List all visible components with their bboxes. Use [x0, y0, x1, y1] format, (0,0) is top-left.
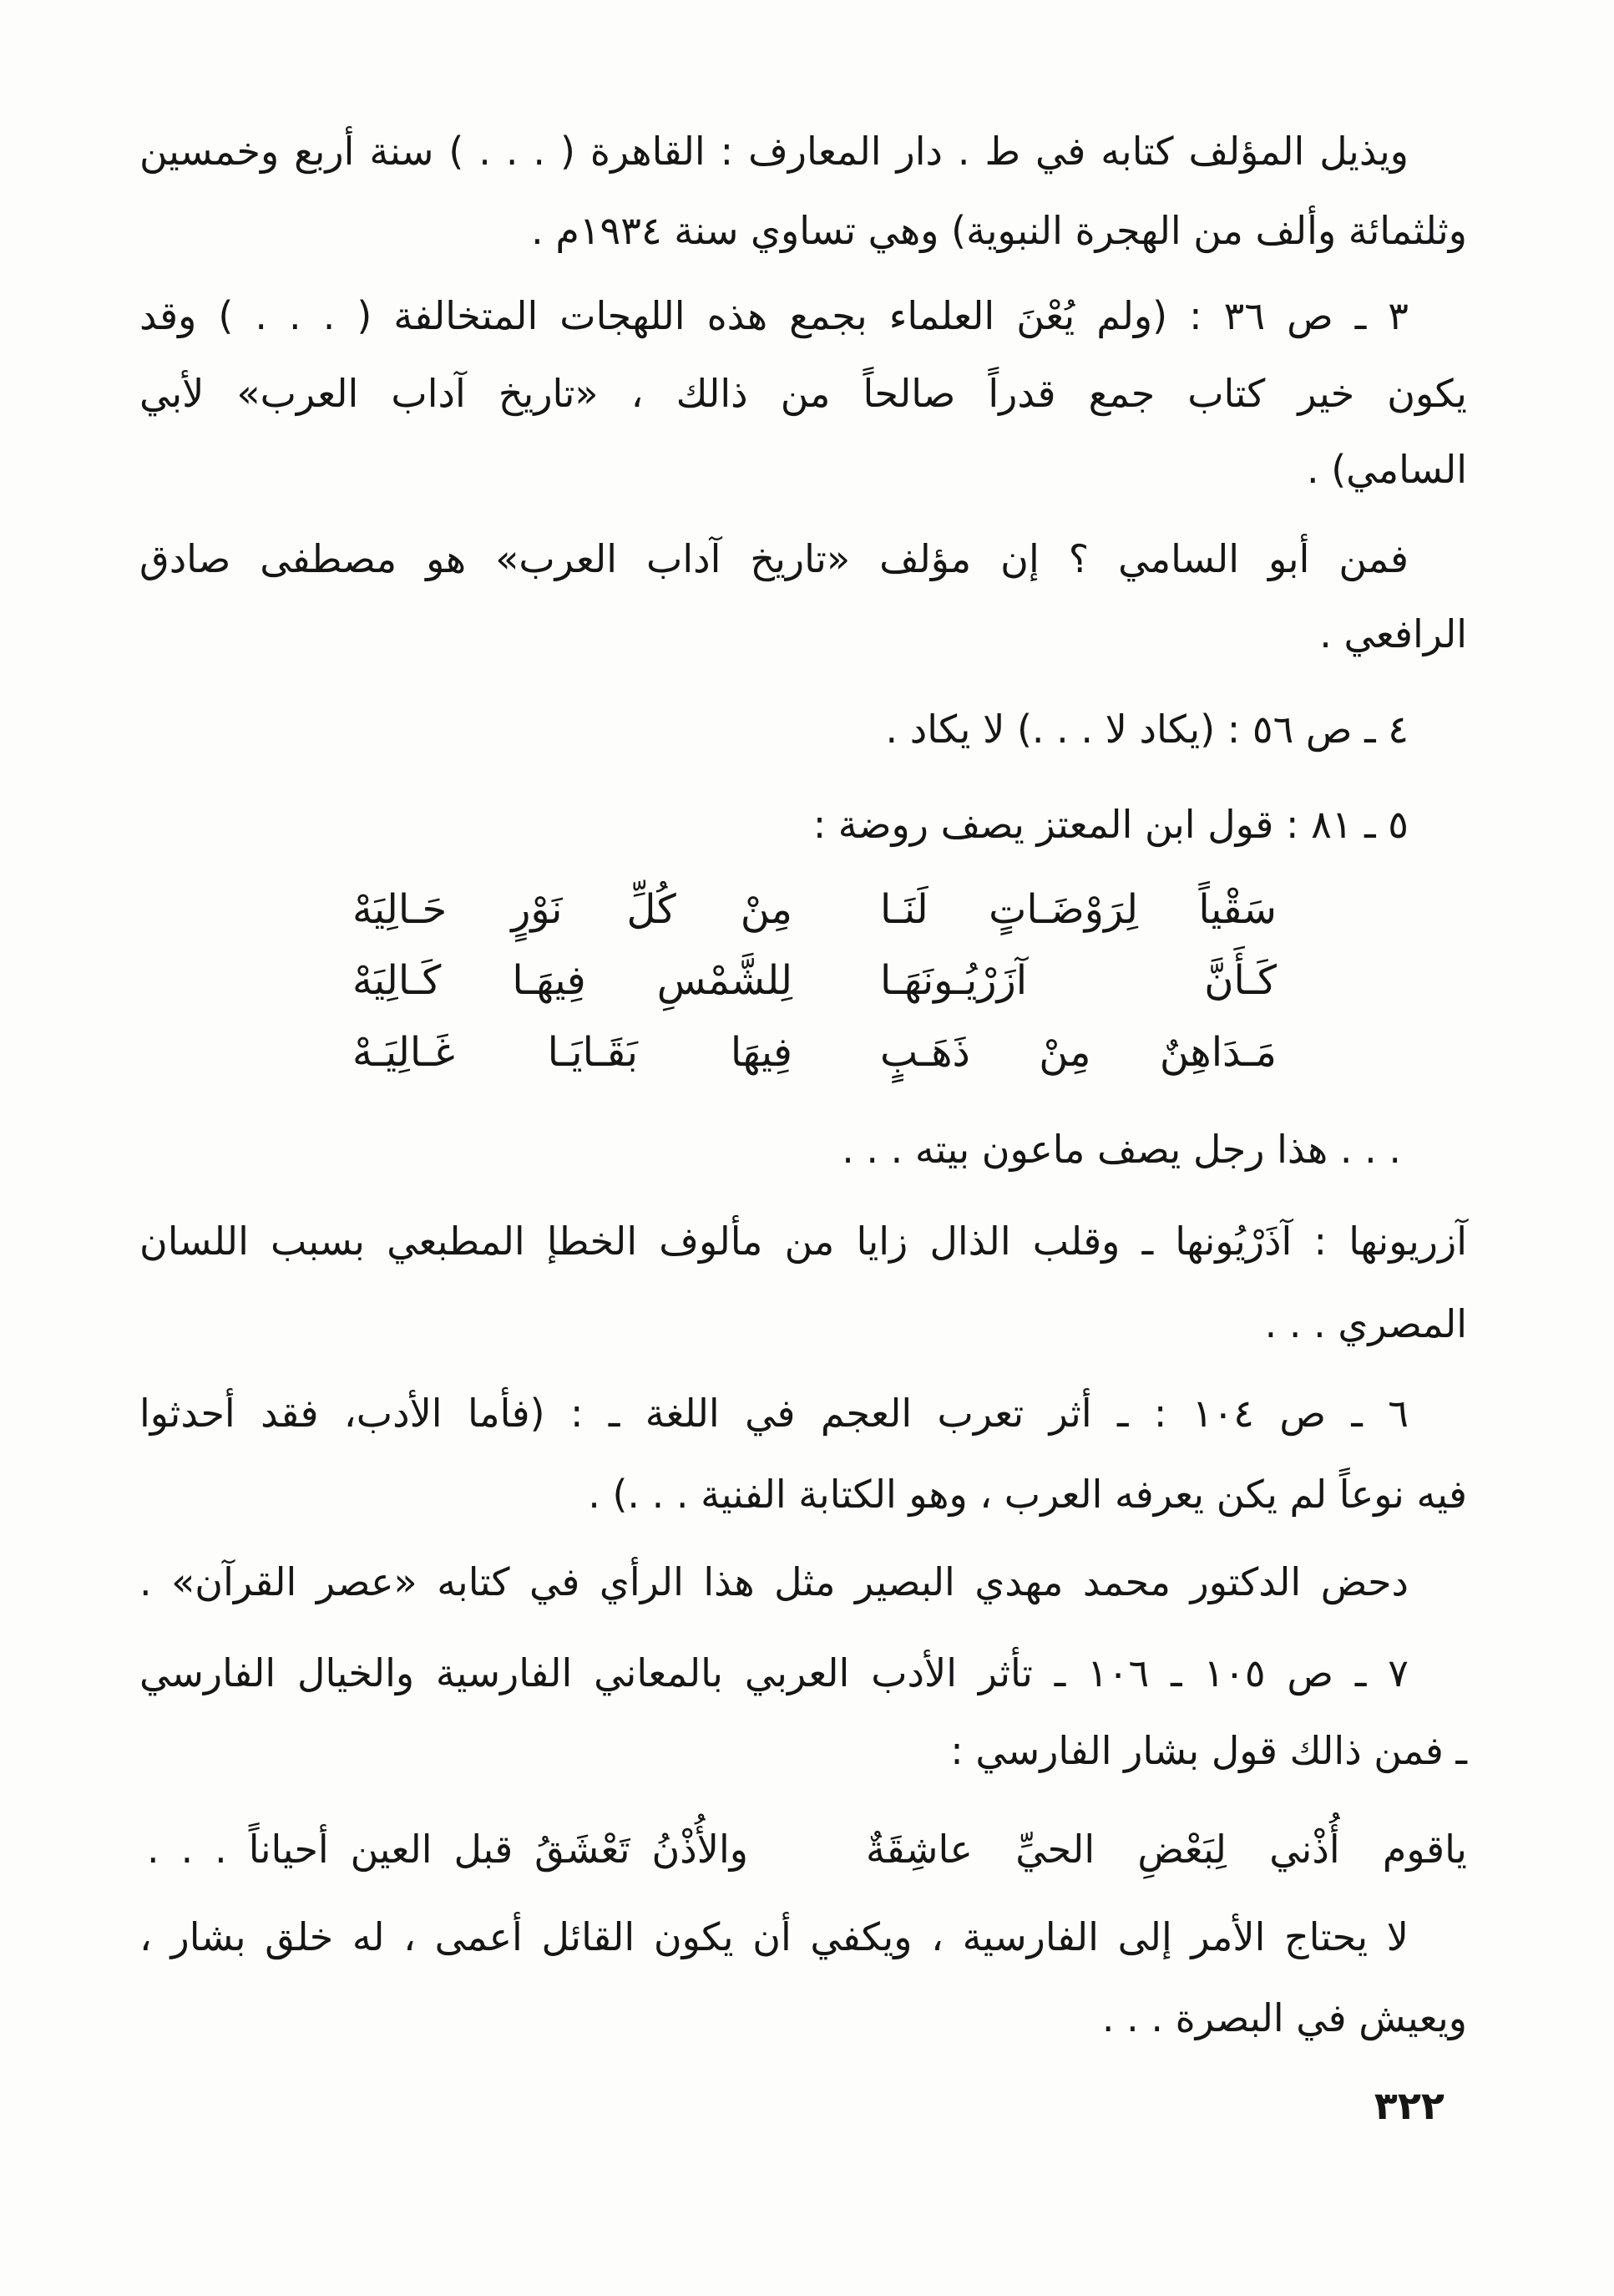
text-line: ـ فمن ذالك قول بشار الفارسي : [950, 1728, 1467, 1773]
text-line: السامي) . [1306, 447, 1467, 492]
verse-first-hemistich: مَـدَاهِنٌ مِنْ ذَهَـبٍ [880, 1029, 1277, 1076]
text-line: ٣ ـ ص ٣٦ : (ولم يُعْنَ العلماء بجمع هذه اللهجات المتخالفة ( . . . ) وقد [139, 293, 1409, 338]
text-line: ٧ ـ ص ١٠٥ ـ ١٠٦ ـ تأثر الأدب العربي بالمعاني الفارسية والخيال الفارسي [139, 1650, 1409, 1695]
text-line: . . . هذا رجل يصف ماعون بيته . . . [842, 1127, 1401, 1172]
verse-second-hemistich: والأُذْنُ تَعْشَقُ قبل العين أحياناً . . . [147, 1827, 748, 1872]
verse-first-hemistich: سَقْياً لِرَوْضَـاتٍ لَنَـا [880, 886, 1277, 933]
verse-second-hemistich: فِيهَا بَقَـايَـا غَـالِيَـهْ [352, 1029, 792, 1076]
text-line: المصري . . . [1264, 1301, 1467, 1346]
text-line: دحض الدكتور محمد مهدي البصير مثل هذا الرأي في كتابه «عصر القرآن» . [139, 1559, 1409, 1604]
text-line: الرافعي . [1319, 611, 1467, 656]
text-line: يكون خير كتاب جمع قدراً صالحاً من ذالك ، «تاريخ آداب العرب» لأبي [139, 371, 1467, 416]
verse-first-hemistich: ياقوم أُذْني لِبَعْضِ الحيِّ عاشِقَةٌ [866, 1827, 1467, 1872]
text-line: لا يحتاج الأمر إلى الفارسية ، ويكفي أن يكون القائل أعمى ، له خلق بشار ، [139, 1914, 1409, 1959]
text-line: ويعيش في البصرة . . . [1101, 1995, 1467, 2040]
text-line: ٥ ـ ٨١ : قول ابن المعتز يصف روضة : [812, 802, 1409, 847]
page-number: ٣٢٢ [1374, 2083, 1445, 2128]
text-line: آزريونها : آذَرْيُونها ـ وقلب الذال زايا من مألوف الخطإ المطبعي بسبب اللسان [139, 1219, 1467, 1264]
text-line: ويذيل المؤلف كتابه في ط . دار المعارف : القاهرة ( . . . ) سنة أربع وخمسين [139, 129, 1409, 174]
text-line: فمن أبو السامي ؟ إن مؤلف «تاريخ آداب العرب» هو مصطفى صادق [139, 536, 1409, 581]
verse-second-hemistich: لِلشَّمْسِ فِيهَـا كَـالِيَهْ [352, 957, 792, 1004]
verse-second-hemistich: مِنْ كُلِّ نَوْرٍ حَـالِيَهْ [352, 886, 792, 933]
text-line: فيه نوعاً لم يكن يعرفه العرب ، وهو الكتابة الفنية . . .) . [588, 1472, 1467, 1517]
text-line: ٦ ـ ص ١٠٤ : ـ أثر تعرب العجم في اللغة ـ : (فأما الأدب، فقد أحدثوا [139, 1391, 1409, 1436]
text-line: وثلثمائة وألف من الهجرة النبوية) وهي تساوي سنة ١٩٣٤م . [531, 208, 1467, 253]
verse-first-hemistich: كَـأَنَّ آزَرْيُـونَهَـا [880, 957, 1277, 1004]
text-line: ٤ ـ ص ٥٦ : (يكاد لا . . .) لا يكاد . [885, 707, 1409, 752]
